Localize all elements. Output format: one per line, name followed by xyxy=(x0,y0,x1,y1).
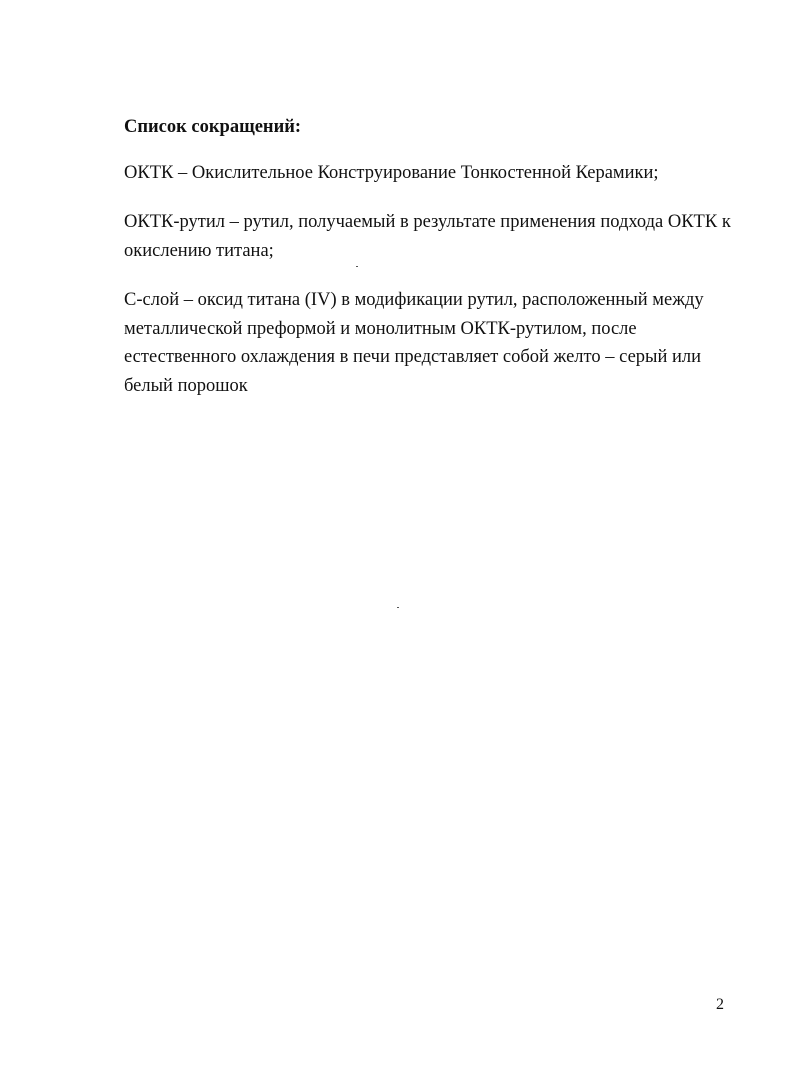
abbreviation-entry-c-layer: С-слой – оксид титана (IV) в модификации рутил, расположенный между металлической преформой и монолитным ОКТК-рутилом, после естественного охлаждения в печи представляет собой желто – серый или белый порошок xyxy=(124,290,704,396)
scan-speck xyxy=(397,607,399,608)
page-number: 2 xyxy=(716,996,724,1013)
abbreviation-entry-oktk-rutile: ОКТК-рутил – рутил, получаемый в результате применения подхода ОКТК к окислению титана; xyxy=(124,212,731,261)
scan-speck xyxy=(356,266,358,267)
abbreviation-entry-oktk: ОКТК – Окислительное Конструирование Тонкостенной Керамики; xyxy=(124,163,659,183)
abbreviations-heading: Список сокращений: xyxy=(124,117,302,137)
